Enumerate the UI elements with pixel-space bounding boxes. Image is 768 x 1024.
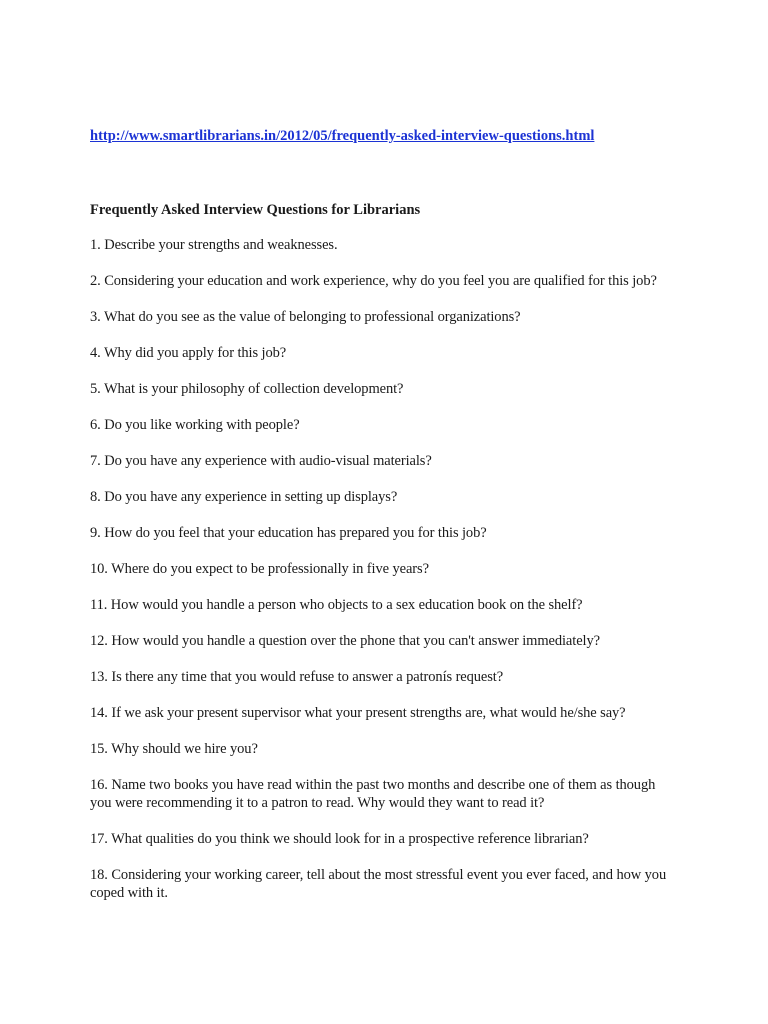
question-item: 15. Why should we hire you? bbox=[90, 741, 258, 757]
question-item: 11. How would you handle a person who objects to a sex education book on the shelf? bbox=[90, 597, 583, 613]
question-item: 17. What qualities do you think we should look for in a prospective reference librarian? bbox=[90, 831, 589, 847]
question-item: 3. What do you see as the value of belonging to professional organizations? bbox=[90, 309, 521, 325]
question-item: 9. How do you feel that your education has prepared you for this job? bbox=[90, 525, 487, 541]
question-item: 13. Is there any time that you would refuse to answer a patronís request? bbox=[90, 669, 504, 685]
question-item: 14. If we ask your present supervisor what your present strengths are, what would he/she say? bbox=[90, 705, 626, 721]
question-item: 4. Why did you apply for this job? bbox=[90, 345, 287, 361]
question-item: 12. How would you handle a question over the phone that you can't answer immediately? bbox=[90, 633, 600, 649]
source-url-link[interactable]: http://www.smartlibrarians.in/2012/05/frequently-asked-interview-questions.html bbox=[90, 128, 595, 144]
question-item: 6. Do you like working with people? bbox=[90, 417, 300, 433]
question-item: 10. Where do you expect to be professionally in five years? bbox=[90, 561, 429, 577]
question-item: 18. Considering your working career, tell about the most stressful event you ever faced, and how you coped with it. bbox=[90, 867, 667, 901]
question-item: 1. Describe your strengths and weaknesses. bbox=[90, 237, 338, 253]
question-item: 16. Name two books you have read within the past two months and describe one of them as though you were recommending it to a patron to read. Why would they want to read it? bbox=[90, 777, 656, 811]
document-title: Frequently Asked Interview Questions for Librarians bbox=[90, 202, 421, 218]
question-item: 2. Considering your education and work experience, why do you feel you are qualified for this job? bbox=[90, 273, 657, 289]
question-item: 8. Do you have any experience in setting up displays? bbox=[90, 489, 398, 505]
question-item: 5. What is your philosophy of collection development? bbox=[90, 381, 404, 397]
question-item: 7. Do you have any experience with audio-visual materials? bbox=[90, 453, 432, 469]
question-list bbox=[90, 236, 675, 920]
